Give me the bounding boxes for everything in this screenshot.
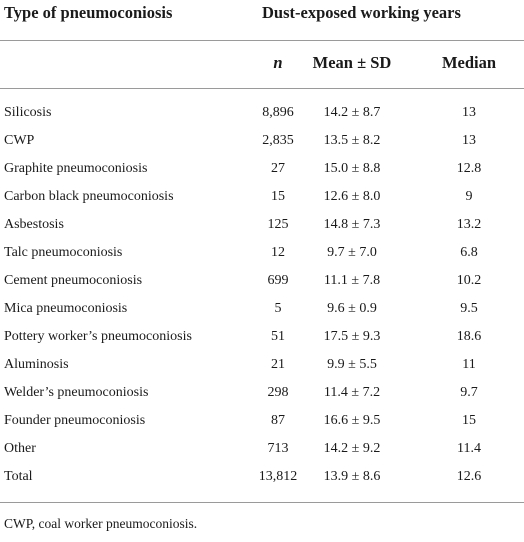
table-row — [0, 436, 524, 464]
cell-type: Cement pneumoconiosis — [4, 273, 143, 288]
cell-mean-sd: 14.2 ± 9.2 — [323, 441, 381, 456]
cell-median: 13 — [462, 133, 476, 148]
cell-mean-sd: 16.6 ± 9.5 — [323, 413, 381, 428]
cell-type: CWP — [4, 133, 35, 148]
cell-type: Silicosis — [4, 105, 52, 120]
cell-mean-sd: 13.9 ± 8.6 — [323, 469, 381, 484]
table-bottom-rule — [0, 502, 524, 503]
cell-mean-sd: 11.1 ± 7.8 — [323, 273, 381, 288]
cell-median: 11 — [462, 357, 476, 372]
cell-mean-sd: 14.8 ± 7.3 — [323, 217, 381, 232]
table-row — [0, 296, 524, 324]
header-mean-sd: Mean ± SD — [312, 53, 392, 72]
cell-median: 9.7 — [460, 385, 478, 400]
table-row — [0, 128, 524, 156]
cell-median: 9 — [465, 189, 473, 204]
cell-mean-sd: 17.5 ± 9.3 — [323, 329, 381, 344]
cell-type: Carbon black pneumoconiosis — [4, 189, 174, 204]
cell-n: 13,812 — [258, 469, 298, 484]
cell-median: 12.8 — [456, 161, 482, 176]
cell-n: 8,896 — [262, 105, 294, 120]
cell-mean-sd: 11.4 ± 7.2 — [323, 385, 381, 400]
cell-median: 9.5 — [460, 301, 478, 316]
table-row — [0, 268, 524, 296]
cell-median: 13 — [462, 105, 476, 120]
cell-median: 6.8 — [460, 245, 478, 260]
table-footnote: CWP, coal worker pneumoconiosis. — [4, 516, 198, 531]
cell-type: Aluminosis — [4, 357, 69, 372]
cell-median: 15 — [462, 413, 476, 428]
cell-n: 87 — [271, 413, 285, 428]
table-row — [0, 240, 524, 268]
cell-median: 11.4 — [457, 441, 481, 456]
cell-n: 298 — [267, 385, 289, 400]
cell-mean-sd: 9.7 ± 7.0 — [327, 245, 377, 260]
cell-n: 51 — [271, 329, 285, 344]
table-row — [0, 380, 524, 408]
cell-type: Total — [4, 469, 33, 484]
cell-mean-sd: 14.2 ± 8.7 — [323, 105, 381, 120]
cell-n: 125 — [267, 217, 289, 232]
table-row-total — [0, 464, 524, 492]
cell-type: Welder’s pneumoconiosis — [4, 385, 149, 400]
table-row — [0, 156, 524, 184]
cell-n: 15 — [271, 189, 285, 204]
cell-n: 699 — [267, 273, 289, 288]
cell-mean-sd: 13.5 ± 8.2 — [323, 133, 381, 148]
table-row — [0, 184, 524, 212]
cell-type: Other — [4, 441, 36, 456]
cell-n: 21 — [271, 357, 285, 372]
cell-mean-sd: 9.9 ± 5.5 — [327, 357, 377, 372]
cell-median: 18.6 — [456, 329, 482, 344]
cell-n: 713 — [267, 441, 289, 456]
table-row — [0, 100, 524, 128]
header-divider — [0, 40, 524, 41]
table-row — [0, 212, 524, 240]
cell-median: 13.2 — [456, 217, 482, 232]
table-row — [0, 324, 524, 352]
cell-n: 12 — [271, 245, 285, 260]
header-type: Type of pneumoconiosis — [4, 3, 173, 22]
cell-n: 2,835 — [262, 133, 294, 148]
cell-type: Asbestosis — [4, 217, 64, 232]
table-row — [0, 352, 524, 380]
cell-type: Pottery worker’s pneumoconiosis — [4, 329, 192, 344]
header-bottom-rule — [0, 88, 524, 89]
table-row — [0, 408, 524, 436]
cell-n: 5 — [274, 301, 282, 316]
header-median: Median — [441, 53, 497, 72]
cell-mean-sd: 9.6 ± 0.9 — [327, 301, 377, 316]
cell-n: 27 — [271, 161, 285, 176]
cell-mean-sd: 15.0 ± 8.8 — [323, 161, 381, 176]
cell-type: Mica pneumoconiosis — [4, 301, 128, 316]
header-group: Dust-exposed working years — [262, 3, 461, 22]
cell-median: 10.2 — [456, 273, 482, 288]
cell-type: Founder pneumoconiosis — [4, 413, 146, 428]
cell-type: Talc pneumoconiosis — [4, 245, 123, 260]
cell-type: Graphite pneumoconiosis — [4, 161, 148, 176]
cell-median: 12.6 — [456, 469, 482, 484]
cell-mean-sd: 12.6 ± 8.0 — [323, 189, 381, 204]
header-n: n — [273, 53, 283, 72]
